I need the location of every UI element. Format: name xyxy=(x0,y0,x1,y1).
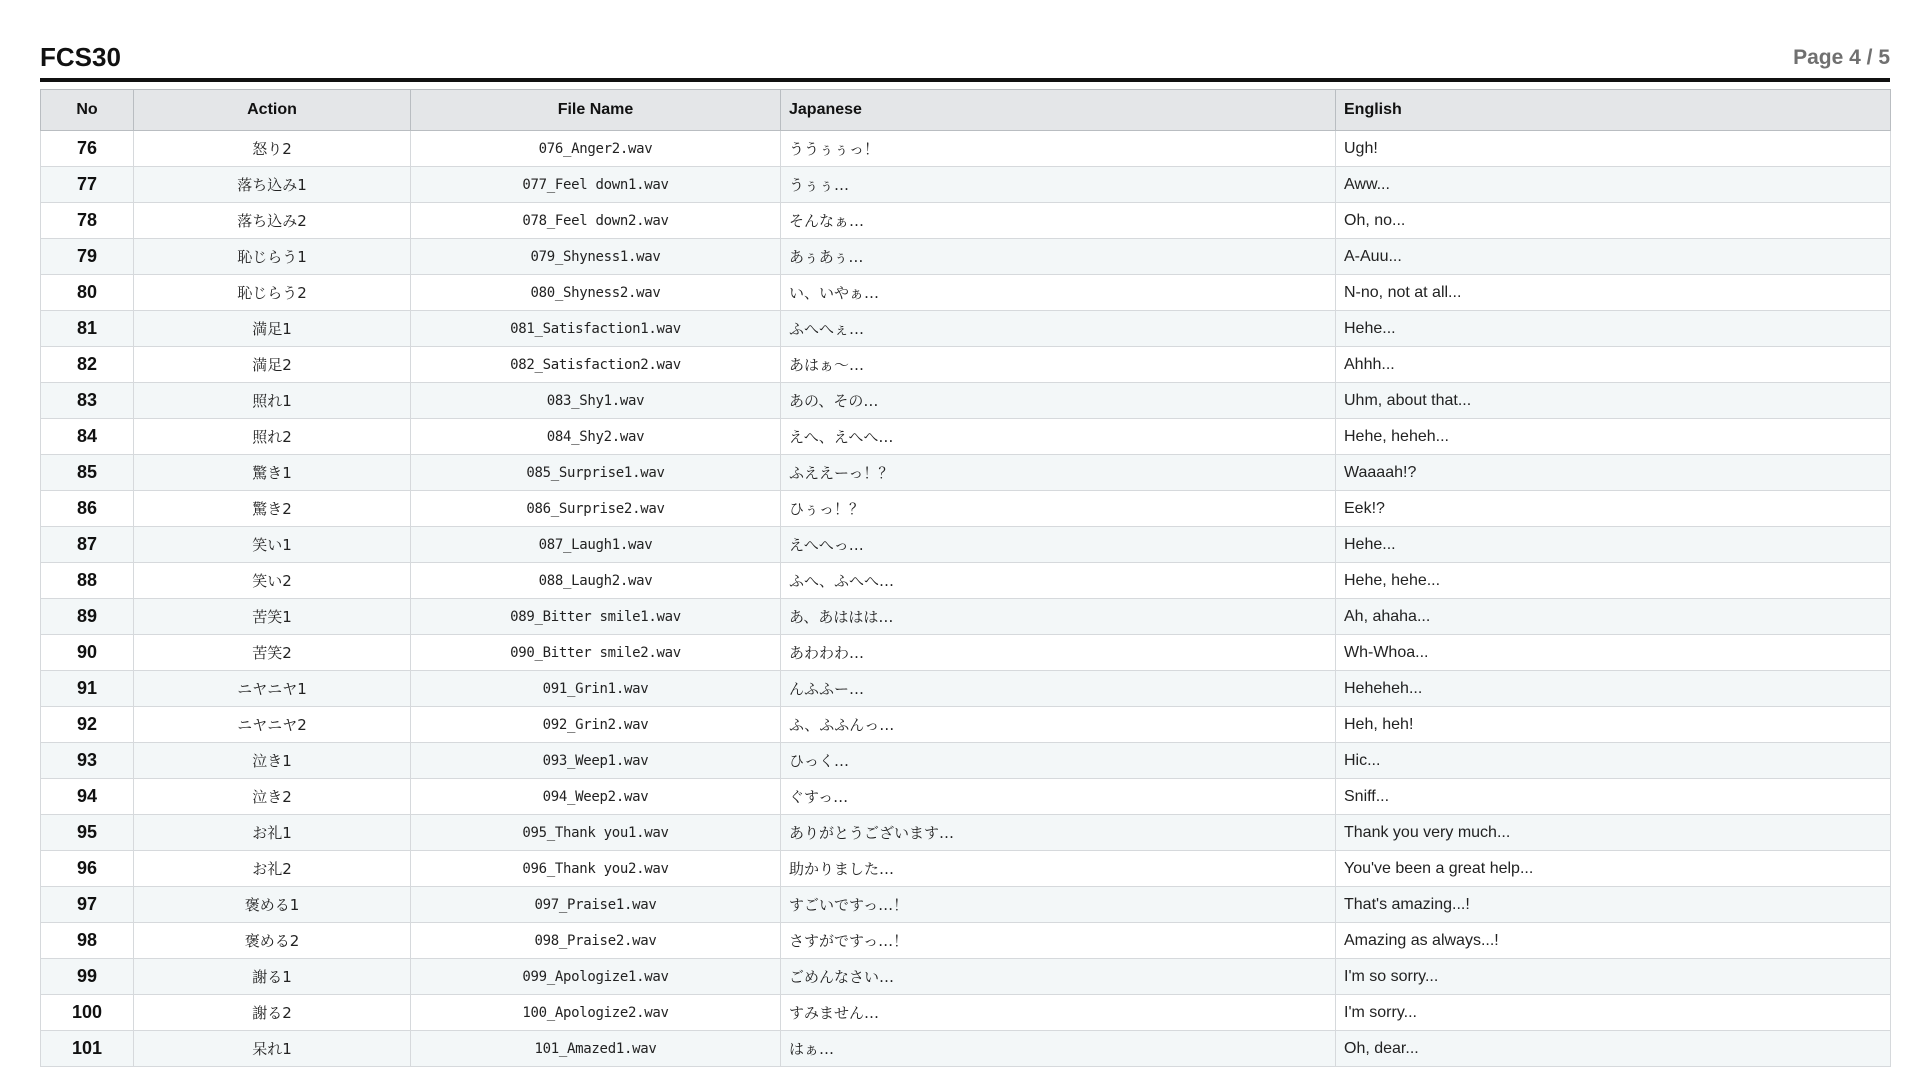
cell-english: I'm sorry... xyxy=(1336,995,1891,1031)
cell-english: N-no, not at all... xyxy=(1336,275,1891,311)
cell-no: 100 xyxy=(41,995,134,1031)
cell-english: Thank you very much... xyxy=(1336,815,1891,851)
table-row xyxy=(41,851,1891,887)
cell-no: 95 xyxy=(41,815,134,851)
table-row xyxy=(41,275,1891,311)
cell-action: 泣き1 xyxy=(134,743,411,779)
cell-japanese: ふへへぇ… xyxy=(781,311,1336,347)
cell-english: Uhm, about that... xyxy=(1336,383,1891,419)
cell-no: 98 xyxy=(41,923,134,959)
cell-no: 83 xyxy=(41,383,134,419)
cell-action: ニヤニヤ1 xyxy=(134,671,411,707)
cell-japanese: ひっく… xyxy=(781,743,1336,779)
cell-english: Wh-Whoa... xyxy=(1336,635,1891,671)
cell-english: Oh, dear... xyxy=(1336,1031,1891,1067)
cell-action: 照れ1 xyxy=(134,383,411,419)
cell-english: Waaaah!? xyxy=(1336,455,1891,491)
table-row xyxy=(41,239,1891,275)
cell-file-name: 079_Shyness1.wav xyxy=(411,239,781,275)
table-row xyxy=(41,383,1891,419)
table-row xyxy=(41,779,1891,815)
cell-japanese: 助かりました… xyxy=(781,851,1336,887)
cell-file-name: 078_Feel down2.wav xyxy=(411,203,781,239)
cell-no: 93 xyxy=(41,743,134,779)
cell-no: 92 xyxy=(41,707,134,743)
cell-english: Hehe, hehe... xyxy=(1336,563,1891,599)
table-row xyxy=(41,203,1891,239)
column-header-action: Action xyxy=(134,90,411,131)
table-row xyxy=(41,923,1891,959)
cell-file-name: 096_Thank you2.wav xyxy=(411,851,781,887)
cell-action: 泣き2 xyxy=(134,779,411,815)
table-row xyxy=(41,959,1891,995)
voice-line-table xyxy=(40,89,1891,1067)
cell-english: That's amazing...! xyxy=(1336,887,1891,923)
cell-file-name: 076_Anger2.wav xyxy=(411,131,781,167)
cell-english: Oh, no... xyxy=(1336,203,1891,239)
cell-japanese: ふへ、ふへへ… xyxy=(781,563,1336,599)
cell-file-name: 090_Bitter smile2.wav xyxy=(411,635,781,671)
cell-file-name: 082_Satisfaction2.wav xyxy=(411,347,781,383)
cell-file-name: 098_Praise2.wav xyxy=(411,923,781,959)
cell-file-name: 089_Bitter smile1.wav xyxy=(411,599,781,635)
cell-no: 78 xyxy=(41,203,134,239)
cell-english: Hehe... xyxy=(1336,311,1891,347)
cell-japanese: ふ、ふふんっ… xyxy=(781,707,1336,743)
cell-file-name: 097_Praise1.wav xyxy=(411,887,781,923)
cell-no: 89 xyxy=(41,599,134,635)
cell-file-name: 094_Weep2.wav xyxy=(411,779,781,815)
column-header-english: English xyxy=(1336,90,1891,131)
cell-action: 謝る1 xyxy=(134,959,411,995)
cell-file-name: 086_Surprise2.wav xyxy=(411,491,781,527)
column-header-no: No xyxy=(41,90,134,131)
cell-no: 85 xyxy=(41,455,134,491)
cell-english: Ugh! xyxy=(1336,131,1891,167)
table-row xyxy=(41,815,1891,851)
page-number: Page 4 / 5 xyxy=(1793,46,1890,69)
cell-english: Heheheh... xyxy=(1336,671,1891,707)
cell-file-name: 095_Thank you1.wav xyxy=(411,815,781,851)
cell-file-name: 085_Surprise1.wav xyxy=(411,455,781,491)
cell-no: 101 xyxy=(41,1031,134,1067)
cell-japanese: あはぁ〜… xyxy=(781,347,1336,383)
cell-file-name: 101_Amazed1.wav xyxy=(411,1031,781,1067)
page-header xyxy=(40,38,1890,82)
table-row xyxy=(41,347,1891,383)
cell-file-name: 099_Apologize1.wav xyxy=(411,959,781,995)
table-row xyxy=(41,563,1891,599)
cell-action: 褒める2 xyxy=(134,923,411,959)
cell-action: 驚き1 xyxy=(134,455,411,491)
cell-no: 77 xyxy=(41,167,134,203)
cell-english: Amazing as always...! xyxy=(1336,923,1891,959)
cell-no: 80 xyxy=(41,275,134,311)
cell-japanese: あの、その… xyxy=(781,383,1336,419)
table-row xyxy=(41,995,1891,1031)
cell-japanese: ごめんなさい… xyxy=(781,959,1336,995)
cell-japanese: ふええーっ！？ xyxy=(781,455,1336,491)
cell-english: You've been a great help... xyxy=(1336,851,1891,887)
cell-file-name: 084_Shy2.wav xyxy=(411,419,781,455)
cell-english: Aww... xyxy=(1336,167,1891,203)
cell-no: 86 xyxy=(41,491,134,527)
cell-japanese: んふふー… xyxy=(781,671,1336,707)
cell-action: 笑い1 xyxy=(134,527,411,563)
cell-english: Hehe... xyxy=(1336,527,1891,563)
cell-english: Hic... xyxy=(1336,743,1891,779)
cell-action: 笑い2 xyxy=(134,563,411,599)
cell-action: 落ち込み1 xyxy=(134,167,411,203)
cell-action: 満足1 xyxy=(134,311,411,347)
table-row xyxy=(41,491,1891,527)
table-row xyxy=(41,527,1891,563)
table-body xyxy=(41,131,1891,1067)
cell-japanese: えへ、えへへ… xyxy=(781,419,1336,455)
cell-action: 照れ2 xyxy=(134,419,411,455)
cell-japanese: い、いやぁ… xyxy=(781,275,1336,311)
cell-file-name: 087_Laugh1.wav xyxy=(411,527,781,563)
cell-no: 88 xyxy=(41,563,134,599)
cell-japanese: ううぅぅっ！ xyxy=(781,131,1336,167)
cell-english: Eek!? xyxy=(1336,491,1891,527)
table-row xyxy=(41,599,1891,635)
table-row xyxy=(41,311,1891,347)
cell-english: A-Auu... xyxy=(1336,239,1891,275)
cell-japanese: あぅあぅ… xyxy=(781,239,1336,275)
document-page xyxy=(40,38,1890,1067)
cell-action: お礼1 xyxy=(134,815,411,851)
cell-file-name: 091_Grin1.wav xyxy=(411,671,781,707)
cell-file-name: 088_Laugh2.wav xyxy=(411,563,781,599)
cell-japanese: あ、あははは… xyxy=(781,599,1336,635)
cell-file-name: 081_Satisfaction1.wav xyxy=(411,311,781,347)
table-row xyxy=(41,131,1891,167)
cell-japanese: そんなぁ… xyxy=(781,203,1336,239)
cell-action: お礼2 xyxy=(134,851,411,887)
table-row xyxy=(41,743,1891,779)
cell-japanese: ひぅっ！？ xyxy=(781,491,1336,527)
cell-japanese: すみません… xyxy=(781,995,1336,1031)
table-row xyxy=(41,707,1891,743)
cell-no: 76 xyxy=(41,131,134,167)
column-header-japanese: Japanese xyxy=(781,90,1336,131)
table-row xyxy=(41,455,1891,491)
cell-japanese: えへへっ… xyxy=(781,527,1336,563)
cell-english: Hehe, heheh... xyxy=(1336,419,1891,455)
cell-action: 褒める1 xyxy=(134,887,411,923)
cell-japanese: はぁ… xyxy=(781,1031,1336,1067)
cell-action: 苦笑2 xyxy=(134,635,411,671)
cell-no: 97 xyxy=(41,887,134,923)
cell-file-name: 083_Shy1.wav xyxy=(411,383,781,419)
cell-file-name: 080_Shyness2.wav xyxy=(411,275,781,311)
cell-japanese: ありがとうございます… xyxy=(781,815,1336,851)
table-row xyxy=(41,419,1891,455)
cell-action: 呆れ1 xyxy=(134,1031,411,1067)
cell-no: 90 xyxy=(41,635,134,671)
table-row xyxy=(41,671,1891,707)
cell-action: 謝る2 xyxy=(134,995,411,1031)
cell-japanese: ぐすっ… xyxy=(781,779,1336,815)
cell-no: 82 xyxy=(41,347,134,383)
column-header-file-name: File Name xyxy=(411,90,781,131)
cell-japanese: さすがですっ…！ xyxy=(781,923,1336,959)
cell-action: 恥じらう1 xyxy=(134,239,411,275)
cell-file-name: 092_Grin2.wav xyxy=(411,707,781,743)
cell-action: 落ち込み2 xyxy=(134,203,411,239)
table-row xyxy=(41,1031,1891,1067)
cell-no: 84 xyxy=(41,419,134,455)
cell-no: 99 xyxy=(41,959,134,995)
cell-no: 87 xyxy=(41,527,134,563)
cell-english: Sniff... xyxy=(1336,779,1891,815)
cell-file-name: 093_Weep1.wav xyxy=(411,743,781,779)
table-header-row xyxy=(41,90,1891,131)
table-row xyxy=(41,167,1891,203)
cell-no: 94 xyxy=(41,779,134,815)
cell-action: ニヤニヤ2 xyxy=(134,707,411,743)
table-row xyxy=(41,887,1891,923)
cell-action: 驚き2 xyxy=(134,491,411,527)
cell-no: 96 xyxy=(41,851,134,887)
cell-action: 満足2 xyxy=(134,347,411,383)
cell-file-name: 077_Feel down1.wav xyxy=(411,167,781,203)
cell-japanese: すごいですっ…！ xyxy=(781,887,1336,923)
cell-japanese: あわわわ… xyxy=(781,635,1336,671)
cell-no: 79 xyxy=(41,239,134,275)
cell-action: 苦笑1 xyxy=(134,599,411,635)
cell-japanese: うぅぅ… xyxy=(781,167,1336,203)
cell-no: 81 xyxy=(41,311,134,347)
table-row xyxy=(41,635,1891,671)
cell-action: 恥じらう2 xyxy=(134,275,411,311)
cell-english: Heh, heh! xyxy=(1336,707,1891,743)
document-title: FCS30 xyxy=(40,42,121,72)
cell-action: 怒り2 xyxy=(134,131,411,167)
cell-english: Ahhh... xyxy=(1336,347,1891,383)
cell-file-name: 100_Apologize2.wav xyxy=(411,995,781,1031)
cell-english: Ah, ahaha... xyxy=(1336,599,1891,635)
cell-no: 91 xyxy=(41,671,134,707)
cell-english: I'm so sorry... xyxy=(1336,959,1891,995)
